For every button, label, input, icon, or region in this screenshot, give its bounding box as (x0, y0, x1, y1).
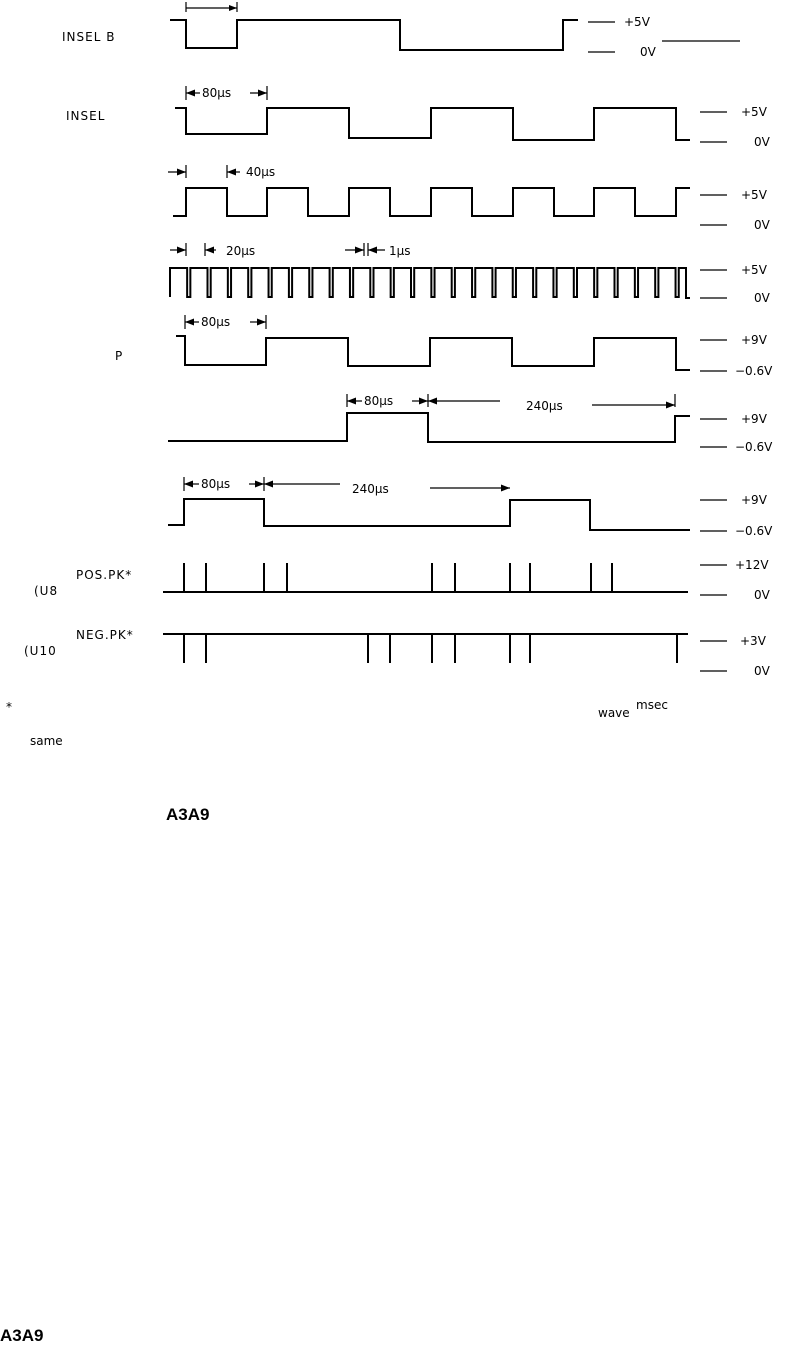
level-low-pos-pk: 0V (754, 588, 770, 602)
insel-b-trace (62, 2, 740, 59)
footnote-star: * (6, 700, 12, 714)
signal-label-insel-b: INSEL B (62, 30, 116, 44)
clock-20us-trace (170, 243, 771, 305)
dim-20us: 20μs (226, 244, 256, 258)
signal-label-neg-pk: NEG.PK* (76, 628, 134, 642)
signal-prefix-neg-pk: (U10 (24, 644, 57, 658)
signal-prefix-pos-pk: (U8 (34, 584, 59, 598)
level-high-insel-b: +5V (624, 15, 650, 29)
page-reference: A3A9 (0, 1326, 44, 1345)
dim-240us-7: 240μs (352, 482, 389, 496)
pulse-trace-6 (168, 394, 773, 454)
p-trace (115, 315, 773, 378)
pulse-trace-7 (168, 477, 773, 538)
level-low-6: −0.6V (735, 440, 773, 454)
figure-reference: A3A9 (166, 805, 210, 824)
level-high-7: +9V (741, 493, 767, 507)
footnote-same: same (30, 734, 63, 748)
dim-1us: 1μs (389, 244, 411, 258)
signal-label-p: P (115, 349, 124, 363)
footnote-wave: wave (598, 706, 630, 720)
level-high-6: +9V (741, 412, 767, 426)
dim-80us-p: 80μs (201, 315, 231, 329)
level-high-neg-pk: +3V (740, 634, 766, 648)
neg-pk-trace (24, 628, 771, 678)
level-low-clock-40: 0V (754, 218, 770, 232)
dim-80us-insel: 80μs (202, 86, 232, 100)
level-low-insel: 0V (754, 135, 770, 149)
clock-40us-trace (168, 165, 771, 232)
dim-80us-7: 80μs (201, 477, 231, 491)
dim-40us: 40μs (246, 165, 276, 179)
level-high-clock-40: +5V (741, 188, 767, 202)
pos-pk-trace (34, 558, 771, 602)
level-low-neg-pk: 0V (754, 664, 770, 678)
level-high-p: +9V (741, 333, 767, 347)
level-low-p: −0.6V (735, 364, 773, 378)
level-low-insel-b: 0V (640, 45, 656, 59)
insel-trace (66, 86, 771, 149)
signal-label-insel: INSEL (66, 109, 106, 123)
footnote-msec: msec (636, 698, 668, 712)
footnote (6, 698, 668, 748)
level-high-insel: +5V (741, 105, 767, 119)
level-low-clock-20: 0V (754, 291, 770, 305)
signal-label-pos-pk: POS.PK* (76, 568, 133, 582)
dim-240us-6: 240μs (526, 399, 563, 413)
dim-80us-6: 80μs (364, 394, 394, 408)
level-high-clock-20: +5V (741, 263, 767, 277)
level-high-pos-pk: +12V (735, 558, 769, 572)
level-low-7: −0.6V (735, 524, 773, 538)
